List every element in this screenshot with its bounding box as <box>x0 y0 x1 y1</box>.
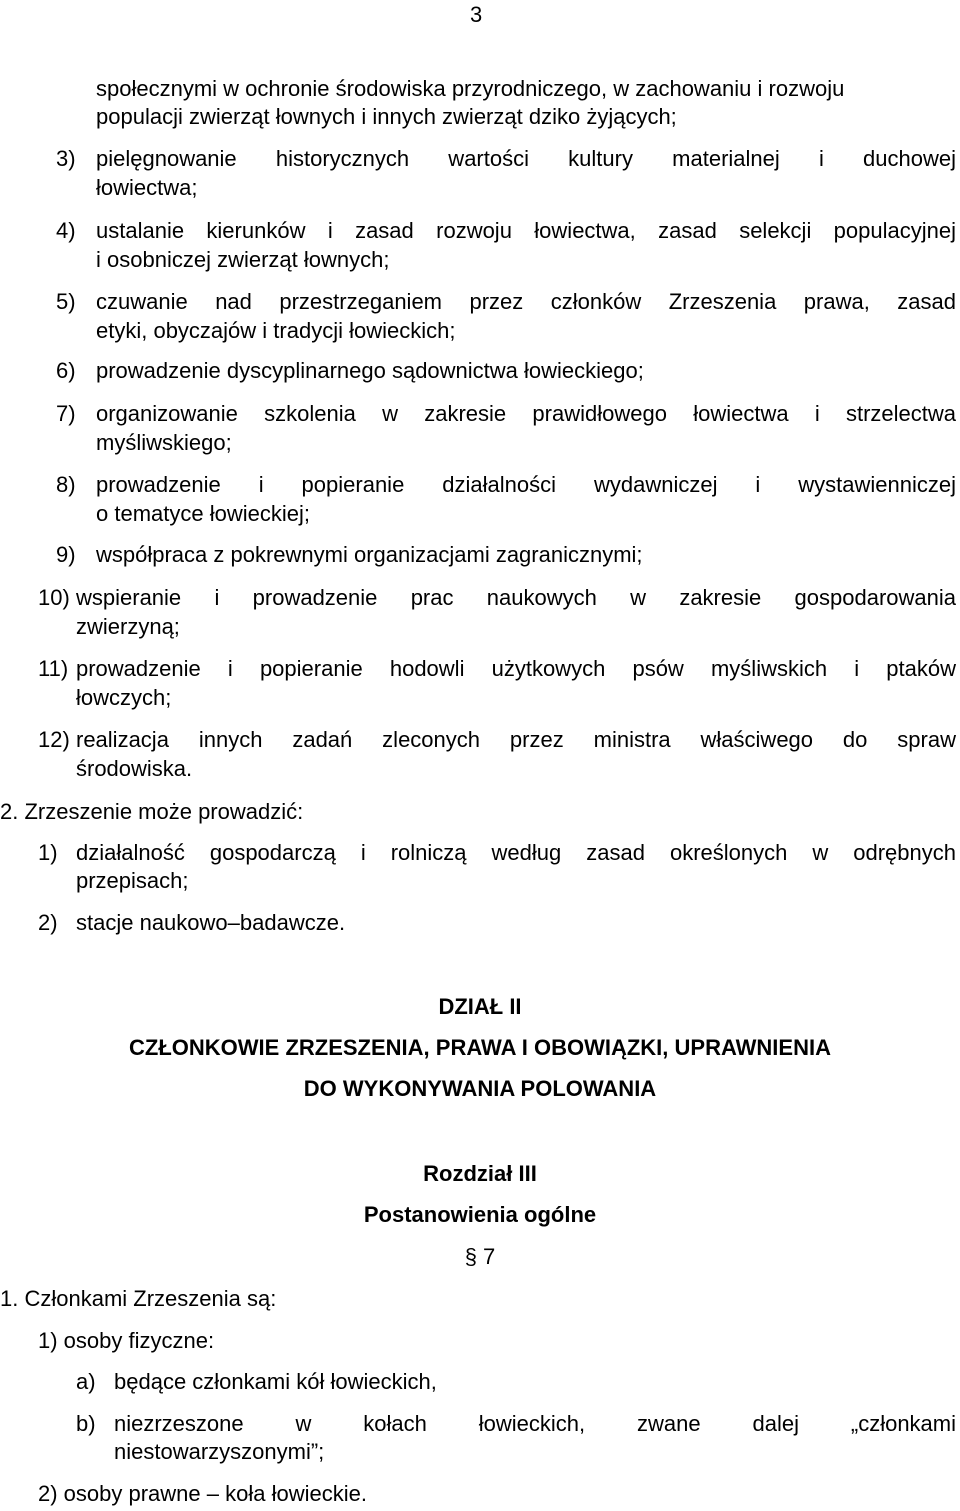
division-title: DZIAŁ II <box>438 994 522 1019</box>
section-2-item-2-number: 2) <box>38 910 58 935</box>
members-item-1: 1) osoby fizyczne: <box>38 1328 215 1353</box>
task-item-number: 12) <box>38 727 70 752</box>
task-item-text-line-1: ustalanie kierunków i zasad rozwoju łowiectwa, zasad selekcji populacyjnej <box>96 218 956 243</box>
task-item-text-line-2: o tematyce łowieckiej; <box>96 501 310 526</box>
task-item-number: 6) <box>56 358 76 383</box>
task-item-number: 9) <box>56 542 76 567</box>
task-item-number: 4) <box>56 218 76 243</box>
task-item-number: 10) <box>38 585 70 610</box>
members-item-2: 2) osoby prawne – koła łowieckie. <box>38 1481 367 1506</box>
task-item-number: 5) <box>56 289 76 314</box>
task-item-number: 7) <box>56 401 76 426</box>
task-item-text-line-1: organizowanie szkolenia w zakresie prawidłowego łowiectwa i strzelectwa <box>96 401 956 426</box>
section-2-item-1-line-2: przepisach; <box>76 868 189 893</box>
task-item-number: 11) <box>38 656 69 681</box>
members-sub-b-line-1: niezrzeszone w kołach łowieckich, zwane dalej „członkami <box>114 1411 956 1436</box>
task-item-text-line-2: środowiska. <box>76 756 193 781</box>
members-sub-a-number: a) <box>76 1369 96 1394</box>
task-item-text-line-2: myśliwskiego; <box>96 430 232 455</box>
intro-line-1: społecznymi w ochronie środowiska przyrodniczego, w zachowaniu i rozwoju <box>96 76 845 101</box>
task-item-text-line-1: prowadzenie i popieranie hodowli użytkowych psów myśliwskich i ptaków <box>76 656 956 681</box>
section-2-heading: 2. Zrzeszenie może prowadzić: <box>0 799 304 824</box>
section-2-item-1-line-1: działalność gospodarczą i rolniczą według zasad określonych w odrębnych <box>76 840 956 865</box>
task-item-text-line-2: etyki, obyczajów i tradycji łowieckich; <box>96 318 456 343</box>
chapter-subtitle: Postanowienia ogólne <box>363 1202 597 1227</box>
task-item-number: 8) <box>56 472 76 497</box>
members-sub-a-text: będące członkami kół łowieckich, <box>114 1369 437 1394</box>
task-item-text-line-1: współpraca z pokrewnymi organizacjami zagranicznymi; <box>96 542 643 567</box>
section-2-item-2-text: stacje naukowo–badawcze. <box>76 910 346 935</box>
task-item-text-line-2: łowczych; <box>76 685 172 710</box>
members-heading: 1. Członkami Zrzeszenia są: <box>0 1286 277 1311</box>
task-item-text-line-1: prowadzenie i popieranie działalności wydawniczej i wystawienniczej <box>96 472 956 497</box>
intro-line-2: populacji zwierząt łownych i innych zwierząt dziko żyjących; <box>96 104 677 129</box>
task-item-number: 3) <box>56 146 76 171</box>
task-item-text-line-1: pielęgnowanie historycznych wartości kultury materialnej i duchowej <box>96 146 956 171</box>
section-2-item-1-number: 1) <box>38 840 58 865</box>
task-item-text-line-1: prowadzenie dyscyplinarnego sądownictwa łowieckiego; <box>96 358 644 383</box>
page-number: 3 <box>470 2 483 27</box>
task-item-text-line-2: łowiectwa; <box>96 175 198 200</box>
task-item-text-line-2: zwierzyną; <box>76 614 180 639</box>
task-item-text-line-1: czuwanie nad przestrzeganiem przez członków Zrzeszenia prawa, zasad <box>96 289 956 314</box>
division-subtitle-line-2: DO WYKONYWANIA POLOWANIA <box>303 1076 657 1101</box>
paragraph-symbol: § 7 <box>464 1244 496 1269</box>
task-item-text-line-2: i osobniczej zwierząt łownych; <box>96 247 390 272</box>
chapter-title: Rozdział III <box>423 1161 537 1186</box>
members-sub-b-line-2: niestowarzyszonymi”; <box>114 1439 325 1464</box>
division-subtitle-line-1: CZŁONKOWIE ZRZESZENIA, PRAWA I OBOWIĄZKI, UPRAWNIENIA <box>129 1035 831 1060</box>
task-item-text-line-1: wspieranie i prowadzenie prac naukowych w zakresie gospodarowania <box>76 585 956 610</box>
task-item-text-line-1: realizacja innych zadań zleconych przez ministra właściwego do spraw <box>76 727 956 752</box>
members-sub-b-number: b) <box>76 1411 96 1436</box>
